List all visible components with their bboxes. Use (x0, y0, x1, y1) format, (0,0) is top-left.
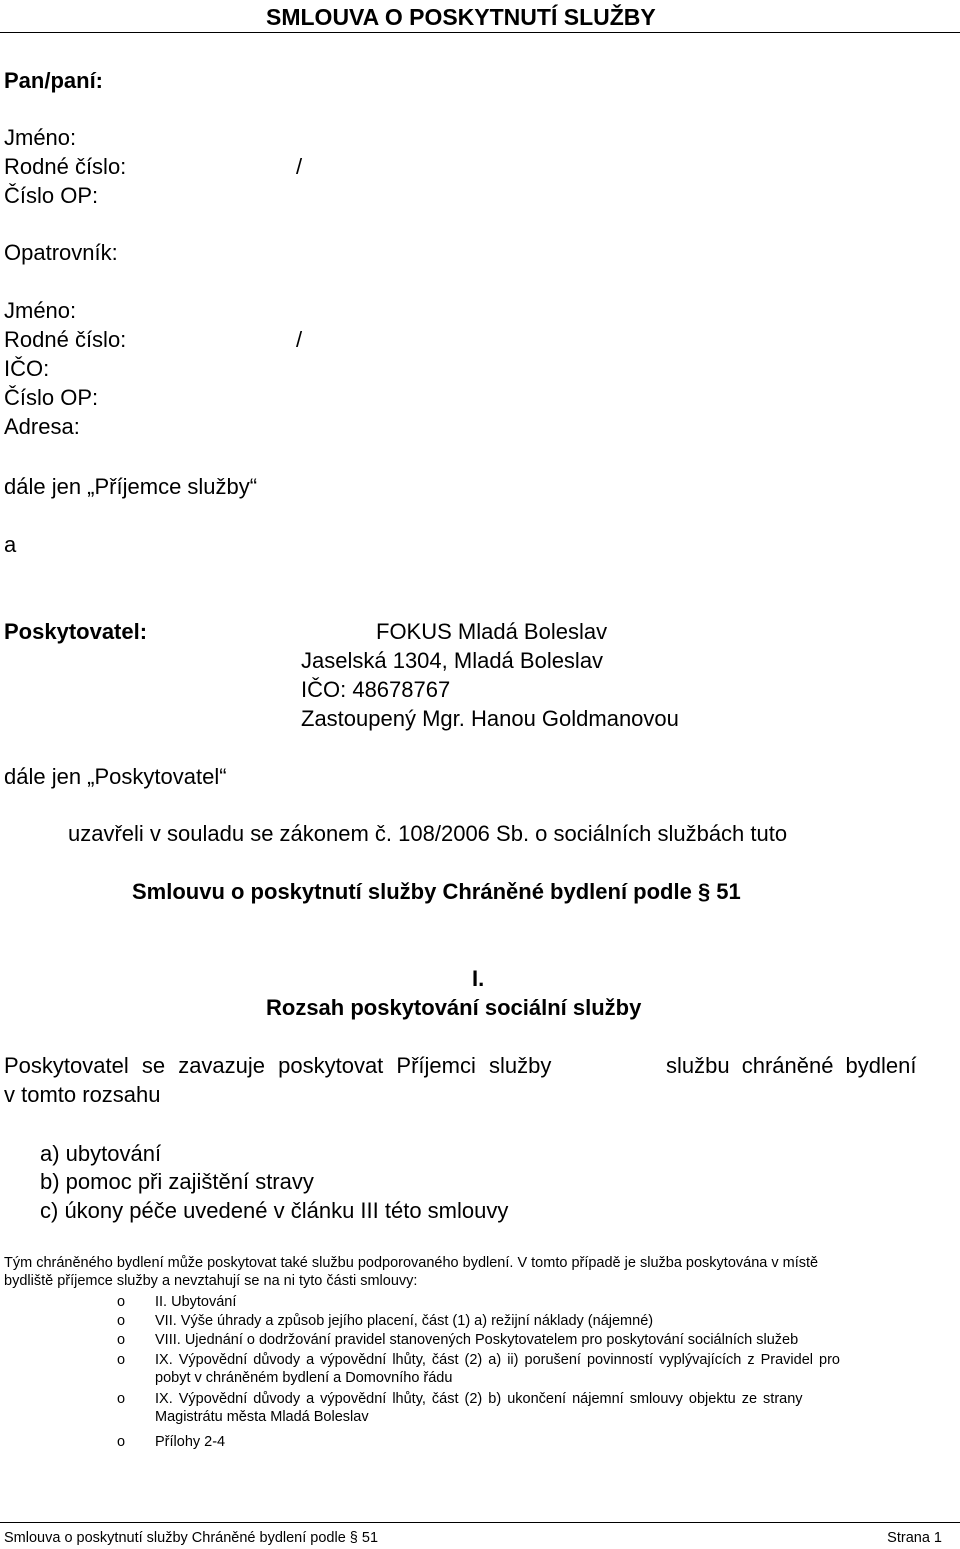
bullet-text: IX. Výpovědní důvody a výpovědní lhůty, část (2) a) ii) porušení povinností vyplývajících z Pravidel pro (155, 1352, 840, 1368)
bullet-text: VIII. Ujednání o dodržování pravidel stanovených Poskytovatelem pro poskytování sociálních služeb (155, 1332, 799, 1348)
footer-title: Smlouva o poskytnutí služby Chráněné bydlení podle § 51 (4, 1530, 379, 1546)
section-intro-line2: v tomto rozsahu (4, 1082, 161, 1107)
guardian-id-label: Číslo OP: (4, 385, 99, 410)
bullet-marker: o (117, 1294, 126, 1310)
note-line: bydliště příjemce služby a nevztahují se na ni tyto části smlouvy: (4, 1273, 418, 1289)
provider-label: Poskytovatel: (4, 619, 148, 644)
section-intro-right: službu chráněné bydlení (666, 1053, 917, 1078)
provider-address: Jaselská 1304, Mladá Boleslav (301, 648, 604, 673)
page-number: Strana 1 (887, 1530, 942, 1546)
section-heading: Rozsah poskytování sociální služby (266, 995, 642, 1020)
contract-name: Smlouvu o poskytnutí služby Chráněné bydlení podle § 51 (132, 879, 741, 904)
bullet-text-continued: pobyt v chráněném bydlení a Domovního řádu (155, 1370, 453, 1386)
conjunction: a (4, 532, 17, 557)
section-number: I. (472, 966, 485, 991)
bullet-text: IX. Výpovědní důvody a výpovědní lhůty, část (2) b) ukončení nájemní smlouvy objektu ze strany (155, 1391, 803, 1407)
bullet-marker: o (117, 1391, 126, 1407)
document-title: SMLOUVA O POSKYTNUTÍ SLUŽBY (266, 4, 656, 30)
bullet-marker: o (117, 1313, 126, 1329)
guardian-heading: Opatrovník: (4, 240, 118, 265)
provider-reference: dále jen „Poskytovatel“ (4, 764, 227, 789)
bullet-text: Přílohy 2-4 (155, 1434, 226, 1450)
title-rule (0, 32, 960, 33)
recipient-birth-slash: / (296, 154, 303, 179)
bullet-text-continued: Magistrátu města Mladá Boleslav (155, 1409, 369, 1425)
provider-representative: Zastoupený Mgr. Hanou Goldmanovou (301, 706, 679, 731)
guardian-name-label: Jméno: (4, 298, 77, 323)
provider-ico: IČO: 48678767 (301, 677, 451, 702)
bullet-marker: o (117, 1352, 126, 1368)
bullet-marker: o (117, 1434, 126, 1450)
recipient-heading: Pan/paní: (4, 68, 104, 93)
bullet-text: VII. Výše úhrady a způsob jejího placení, část (1) a) režijní náklady (nájemné) (155, 1313, 654, 1329)
recipient-id-label: Číslo OP: (4, 183, 99, 208)
concluded-statement: uzavřeli v souladu se zákonem č. 108/2006 Sb. o sociálních službách tuto (68, 821, 788, 846)
provider-name: FOKUS Mladá Boleslav (376, 619, 608, 644)
guardian-birth-label: Rodné číslo: (4, 327, 127, 352)
bullet-marker: o (117, 1332, 126, 1348)
footer-rule (0, 1522, 960, 1523)
scope-item: a) ubytování (40, 1141, 162, 1166)
guardian-ico-label: IČO: (4, 356, 50, 381)
scope-item: c) úkony péče uvedené v článku III této smlouvy (40, 1198, 509, 1223)
guardian-birth-slash: / (296, 327, 303, 352)
recipient-reference: dále jen „Příjemce služby“ (4, 474, 258, 499)
bullet-text: II. Ubytování (155, 1294, 237, 1310)
scope-item: b) pomoc při zajištění stravy (40, 1169, 314, 1194)
note-line: Tým chráněného bydlení může poskytovat také službu podporovaného bydlení. V tomto případě je služba poskytována v místě (4, 1255, 819, 1271)
section-intro-left: Poskytovatel se zavazuje poskytovat Příjemci služby (4, 1053, 552, 1078)
recipient-birth-label: Rodné číslo: (4, 154, 127, 179)
recipient-name-label: Jméno: (4, 125, 77, 150)
guardian-address-label: Adresa: (4, 414, 80, 439)
